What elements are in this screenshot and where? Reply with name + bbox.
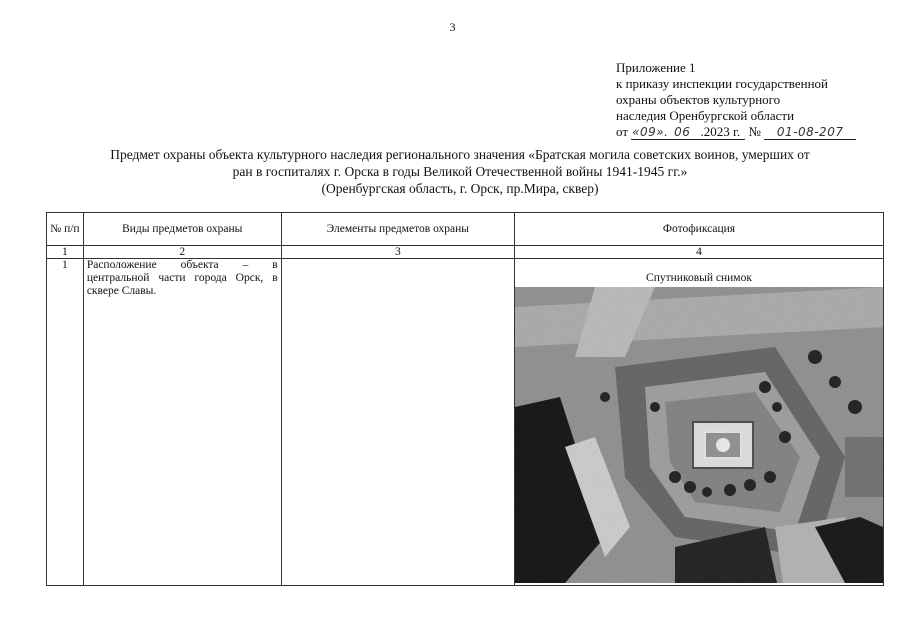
table-row [47,259,884,586]
order-day: «09». [632,125,669,139]
order-date-line [616,124,886,140]
protection-subject-table [46,212,884,586]
appendix-header [616,60,886,140]
row-index: 1 [47,259,84,586]
table-header-row [47,213,884,246]
header-elements: Элементы предметов охраны [281,213,514,246]
order-month: 06 [669,125,695,140]
appendix-line: охраны объектов культурного [616,92,781,107]
protection-type-text: Расположение объекта – в центральной части города Орск, в сквере Славы. [83,259,281,586]
appendix-line: Приложение 1 [616,60,696,75]
number-prefix: № [748,124,761,139]
title-line-2: ран в госпиталях г. Орска в годы Великой Отечественной войны 1941-1945 гг.» [232,164,688,179]
column-number: 1 [47,246,84,259]
page-number: 3 [449,20,456,34]
photo-caption: Спутниковый снимок [646,272,752,284]
order-year: .2023 г. [695,125,745,140]
satellite-image [515,287,883,583]
title-line-3: (Оренбургская область, г. Орск, пр.Мира, сквер) [321,181,599,196]
header-index: № п/п [47,213,84,246]
title-line-1: Предмет охраны объекта культурного наследия регионального значения «Братская могила советских воинов, умерших от [110,147,810,162]
order-number: 01-08-207 [764,125,856,140]
appendix-line: к приказу инспекции государственной [616,76,828,91]
protection-elements-cell [281,259,514,586]
date-prefix: от [616,124,629,139]
column-number: 3 [281,246,514,259]
photo-cell [515,259,884,586]
appendix-line: наследия Оренбургской области [616,108,795,123]
column-number-row [47,246,884,259]
column-number: 2 [83,246,281,259]
column-number: 4 [515,246,884,259]
header-photo: Фотофиксация [515,213,884,246]
header-type: Виды предметов охраны [83,213,281,246]
document-title [40,146,880,197]
